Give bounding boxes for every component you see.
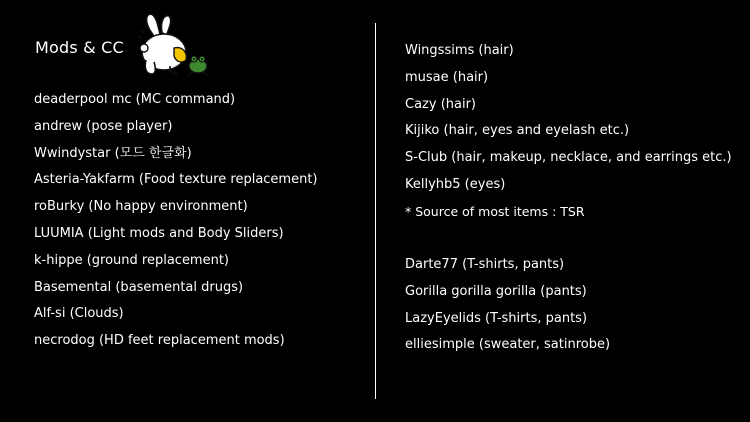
- right-credit-list: [405, 38, 732, 226]
- list-item: deaderpool mc (MC command): [34, 92, 236, 107]
- list-item: S-Club (hair, makeup, necklace, and earrings etc.): [405, 150, 732, 166]
- list-item: LazyEyelids (T-shirts, pants): [405, 310, 588, 326]
- list-item: Kellyhb5 (eyes): [405, 176, 506, 192]
- list-item: Gorilla gorilla gorilla (pants): [405, 283, 587, 299]
- frog-icon: [188, 56, 208, 76]
- list-item: LUUMIA (Light mods and Body Sliders): [34, 225, 284, 241]
- list-item: k-hippe (ground replacement): [34, 252, 230, 268]
- list-item: Asteria-Yakfarm (Food texture replacement): [34, 172, 318, 188]
- list-item: elliesimple (sweater, satinrobe): [405, 337, 611, 353]
- list-item: musae (hair): [405, 69, 489, 85]
- left-credit-list: [34, 87, 318, 355]
- list-item: Kijiko (hair, eyes and eyelash etc.): [405, 123, 630, 139]
- list-item: Cazy (hair): [405, 96, 476, 112]
- list-item: necrodog (HD feet replacement mods): [34, 333, 285, 349]
- column-divider: [375, 23, 376, 399]
- list-item: Basemental (basemental drugs): [34, 279, 244, 295]
- list-item: Darte77 (T-shirts, pants): [405, 257, 565, 272]
- rabbit-mascot-icon: [134, 12, 216, 78]
- source-note: * Source of most items : TSR: [405, 203, 585, 219]
- list-item: andrew (pose player): [34, 118, 173, 134]
- list-item: roBurky (No happy environment): [34, 199, 248, 215]
- clothing-credit-list: [405, 252, 610, 359]
- page-title: Mods & CC: [35, 38, 124, 57]
- list-item: Alf-si (Clouds): [34, 306, 124, 322]
- list-item: Wingssims (hair): [405, 43, 514, 58]
- list-item: Wwindystar (모드 한글화): [34, 145, 192, 161]
